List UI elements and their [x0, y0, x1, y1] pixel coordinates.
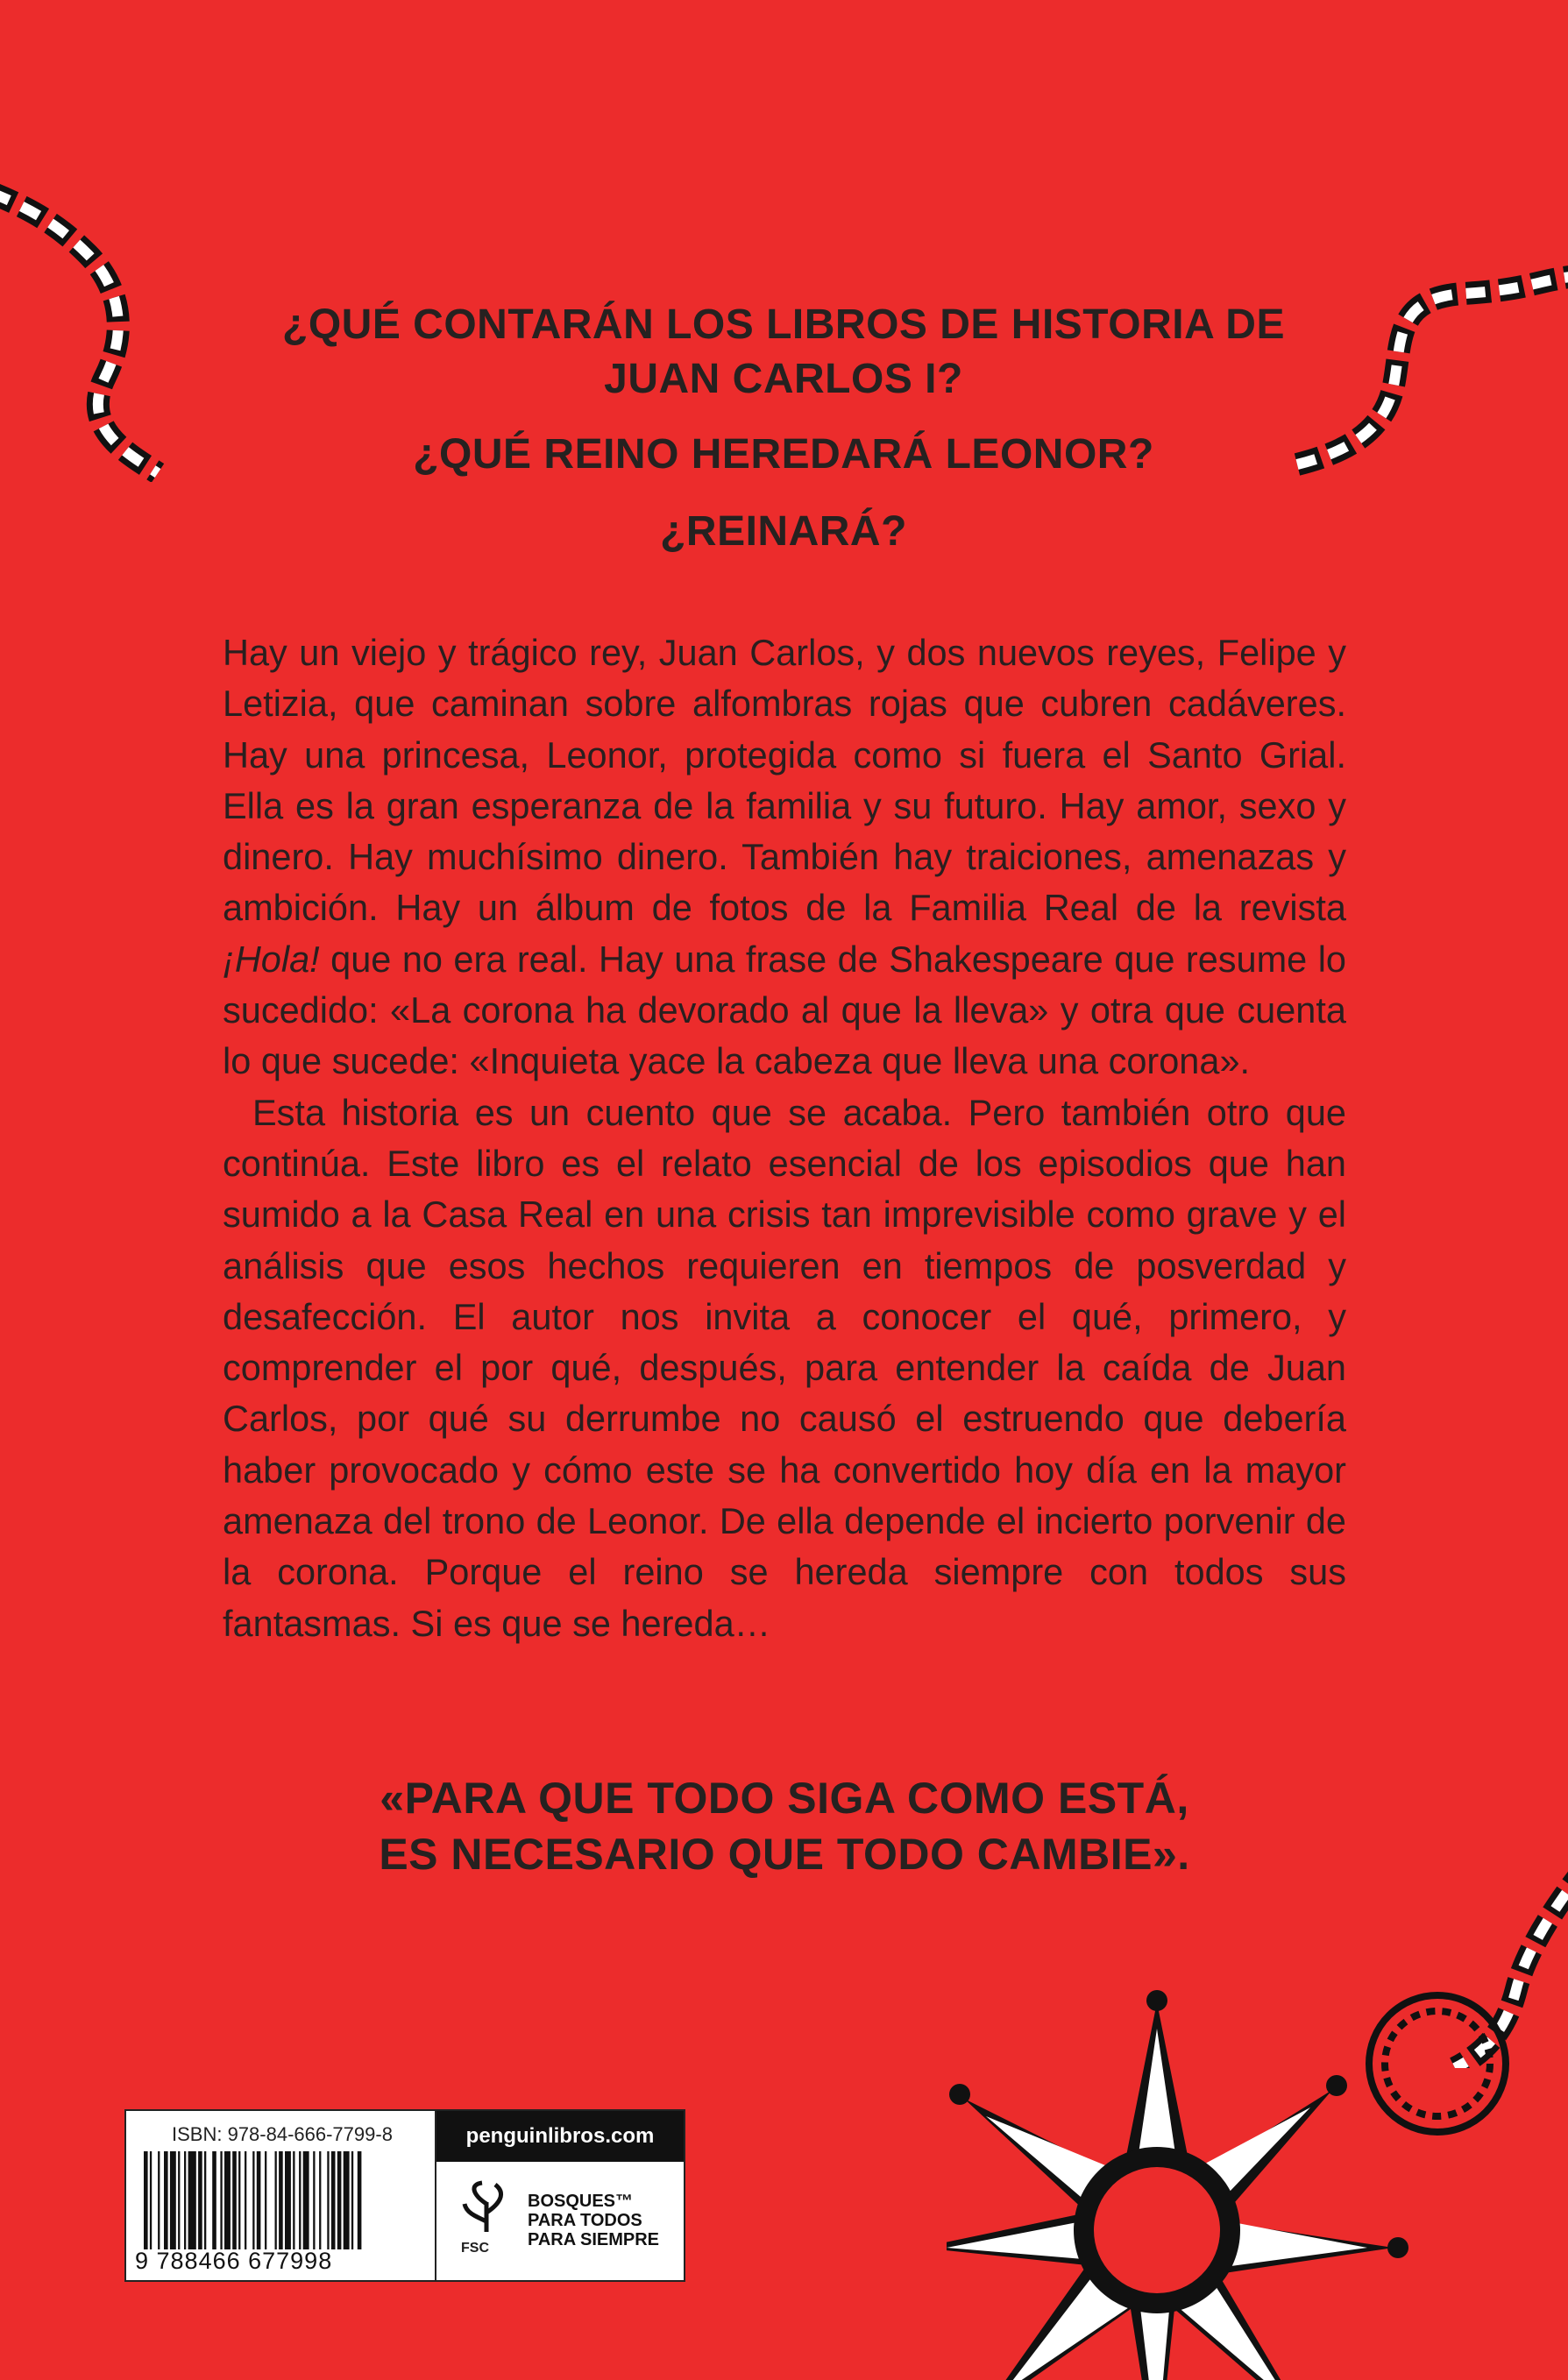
- barcode-area: [126, 2111, 436, 2280]
- barcode-bar: [220, 2151, 222, 2249]
- barcode-bar: [257, 2151, 261, 2249]
- barcode-bar: [275, 2151, 277, 2249]
- barcode-bar: [319, 2151, 321, 2249]
- question-2: ¿QUÉ REINO HEREDARÁ LEONOR?: [413, 431, 1154, 478]
- pull-quote: [223, 1770, 1346, 1882]
- barcode-bar: [265, 2151, 266, 2249]
- magazine-title: ¡Hola!: [223, 938, 320, 980]
- questions-block: [223, 298, 1345, 582]
- question-1: ¿QUÉ CONTARÁN LOS LIBROS DE HISTORIA DE JUAN CARLOS I?: [282, 301, 1285, 402]
- synopsis-paragraph-2: Esta historia es un cuento que se acaba. Pero también otro que continúa. Este libro es el relato esencial de los episodios que han sumido a la Casa Real en una crisis tan imprevisible como grave y el análisis que esos hechos requieren en tiempos de posverdad y desafección. El autor nos invita a conocer el qué, primero, y comprender el por qué, después, para entender la caída de Juan Carlos, por qué su derrumbe no causó el estruendo que debería haber provocado y cómo este se ha convertido hoy día en la mayor amenaza del trono de Leonor. De ella depende el incierto porvenir de la corona. Porque el reino se hereda siempre con todos sus fantasmas. Si es que se hereda…: [223, 1091, 1346, 1644]
- barcode-bar: [245, 2151, 246, 2249]
- barcode-bar: [327, 2151, 329, 2249]
- barcode-bar: [344, 2151, 350, 2249]
- question-3: ¿REINARÁ?: [660, 508, 907, 555]
- barcode-bar: [358, 2151, 362, 2249]
- barcode-bar: [303, 2151, 309, 2249]
- fsc-label: FSC: [461, 2241, 489, 2256]
- barcode-bar: [331, 2151, 336, 2249]
- barcode-bar: [238, 2151, 240, 2249]
- barcode-bar: [170, 2151, 176, 2249]
- synopsis: [223, 627, 1346, 1649]
- pull-quote-line-2: ES NECESARIO QUE TODO CAMBIE».: [379, 1830, 1190, 1879]
- barcode-bar: [224, 2151, 231, 2249]
- barcode-bar: [178, 2151, 180, 2249]
- pull-quote-line-1: «PARA QUE TODO SIGA COMO ESTÁ,: [380, 1774, 1189, 1823]
- barcode-bar: [188, 2151, 196, 2249]
- isbn-label: ISBN: 978-84-666-7799-8: [172, 2123, 393, 2145]
- fsc-slogan: BOSQUES™ PARA TODOS PARA SIEMPRE: [528, 2192, 660, 2249]
- barcode-bar: [158, 2151, 160, 2249]
- barcode-bar: [150, 2151, 152, 2249]
- barcode-bar: [164, 2151, 168, 2249]
- barcode-bar: [351, 2151, 353, 2249]
- publisher-area: [436, 2111, 684, 2280]
- barcode-bar: [313, 2151, 315, 2249]
- barcode-bar: [285, 2151, 291, 2249]
- barcode-bar: [337, 2151, 342, 2249]
- barcode-digits: 9 788466 677998: [135, 2248, 333, 2274]
- laurel-wreath-icon: [1369, 1995, 1506, 2132]
- chain-icon-top-left: [0, 175, 167, 482]
- barcode-bar: [184, 2151, 186, 2249]
- synopsis-paragraph-1: Hay un viejo y trágico rey, Juan Carlos, y dos nuevos reyes, Felipe y Letizia, que caminan sobre alfombras rojas que cubren cadáveres. Hay una princesa, Leonor, protegida como si fuera el Santo Grial. Ella es la gran esperanza de la familia y su futuro. Hay amor, sexo y dinero. Hay muchísimo dinero. También hay traiciones, amenazas y ambición. Hay un álbum de fotos de la Familia Real de la revista ¡Hola! que no era real. Hay una frase de Shakespeare que resume lo sucedido: «La corona ha devorado al que la lleva» y otra que cuenta lo que sucede: «Inquieta yace la cabeza que lleva una corona».: [223, 632, 1346, 1082]
- publisher-url: penguinlibros.com: [436, 2111, 684, 2162]
- barcode-bar: [204, 2151, 206, 2249]
- barcode-bar: [212, 2151, 216, 2249]
- barcode-bar: [144, 2151, 148, 2249]
- barcode-bar: [293, 2151, 294, 2249]
- fsc-tree-icon: [456, 2178, 517, 2239]
- barcode-bar: [299, 2151, 301, 2249]
- barcode-bar: [198, 2151, 202, 2249]
- barcode-bar: [252, 2151, 254, 2249]
- barcode-icon: [144, 2151, 417, 2249]
- barcode-bar: [232, 2151, 237, 2249]
- barcode-bar: [279, 2151, 283, 2249]
- star-emblem-icon: [947, 1959, 1568, 2380]
- barcode-box: [124, 2109, 685, 2282]
